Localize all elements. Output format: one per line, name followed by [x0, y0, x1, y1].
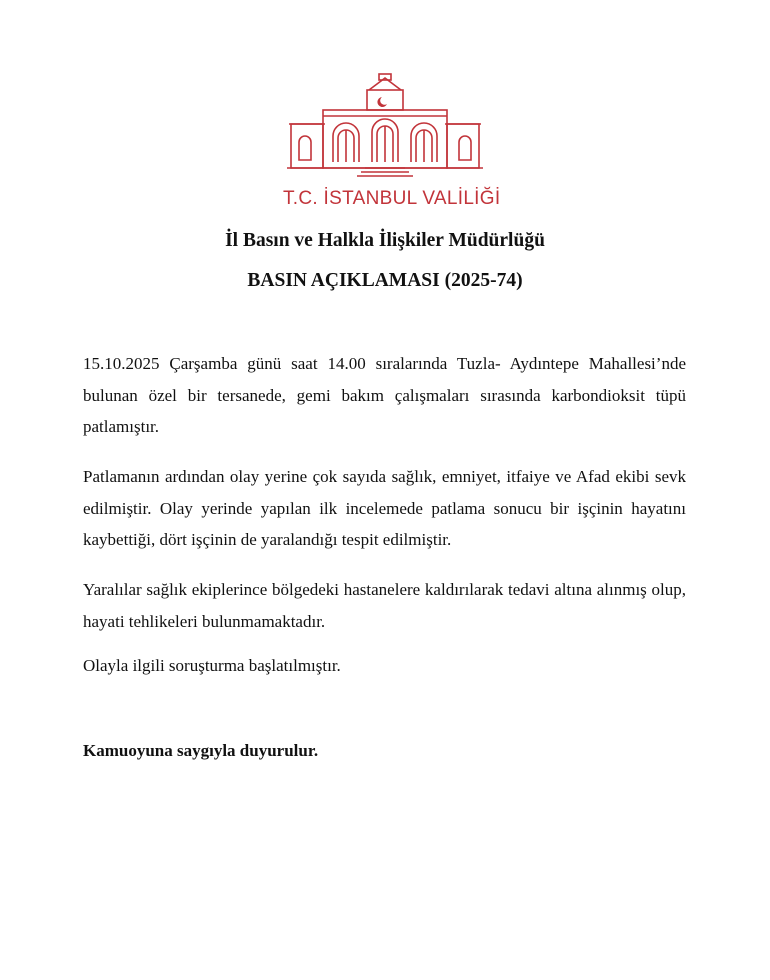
body-paragraph-4: Olayla ilgili soruşturma başlatılmıştır. — [83, 656, 341, 675]
closing-statement: Kamuoyuna saygıyla duyurulur. — [83, 741, 319, 760]
body-paragraph-1: 15.10.2025 Çarşamba günü saat 14.00 sıralarında Tuzla- Aydıntepe Mahallesi’nde bulunan özel bir tersanede, gemi bakım çalışmaları sırasında karbondioksit tüpü patlamıştır. — [83, 354, 686, 436]
institution-name: T.C. İSTANBUL VALİLİĞİ — [283, 188, 501, 209]
governorship-logo — [283, 70, 501, 215]
press-release-title: BASIN AÇIKLAMASI (2025-74) — [247, 270, 523, 291]
department-heading: İl Basın ve Halkla İlişkiler Müdürlüğü — [225, 230, 545, 251]
body-paragraph-3: Yaralılar sağlık ekiplerince bölgedeki hastanelere kaldırılarak tedavi altına alınmış olup, hayati tehlikeleri bulunmamaktadır. — [83, 580, 686, 631]
body-paragraph-2: Patlamanın ardından olay yerine çok sayıda sağlık, emniyet, itfaiye ve Afad ekibi sevk edilmiştir. Olay yerinde yapılan ilk incelemede patlama sonucu bir işçinin hayatını kaybettiği, dört işçinin de yaralandığı tespit edilmiştir. — [83, 467, 686, 549]
governorship-building-icon — [283, 70, 487, 182]
